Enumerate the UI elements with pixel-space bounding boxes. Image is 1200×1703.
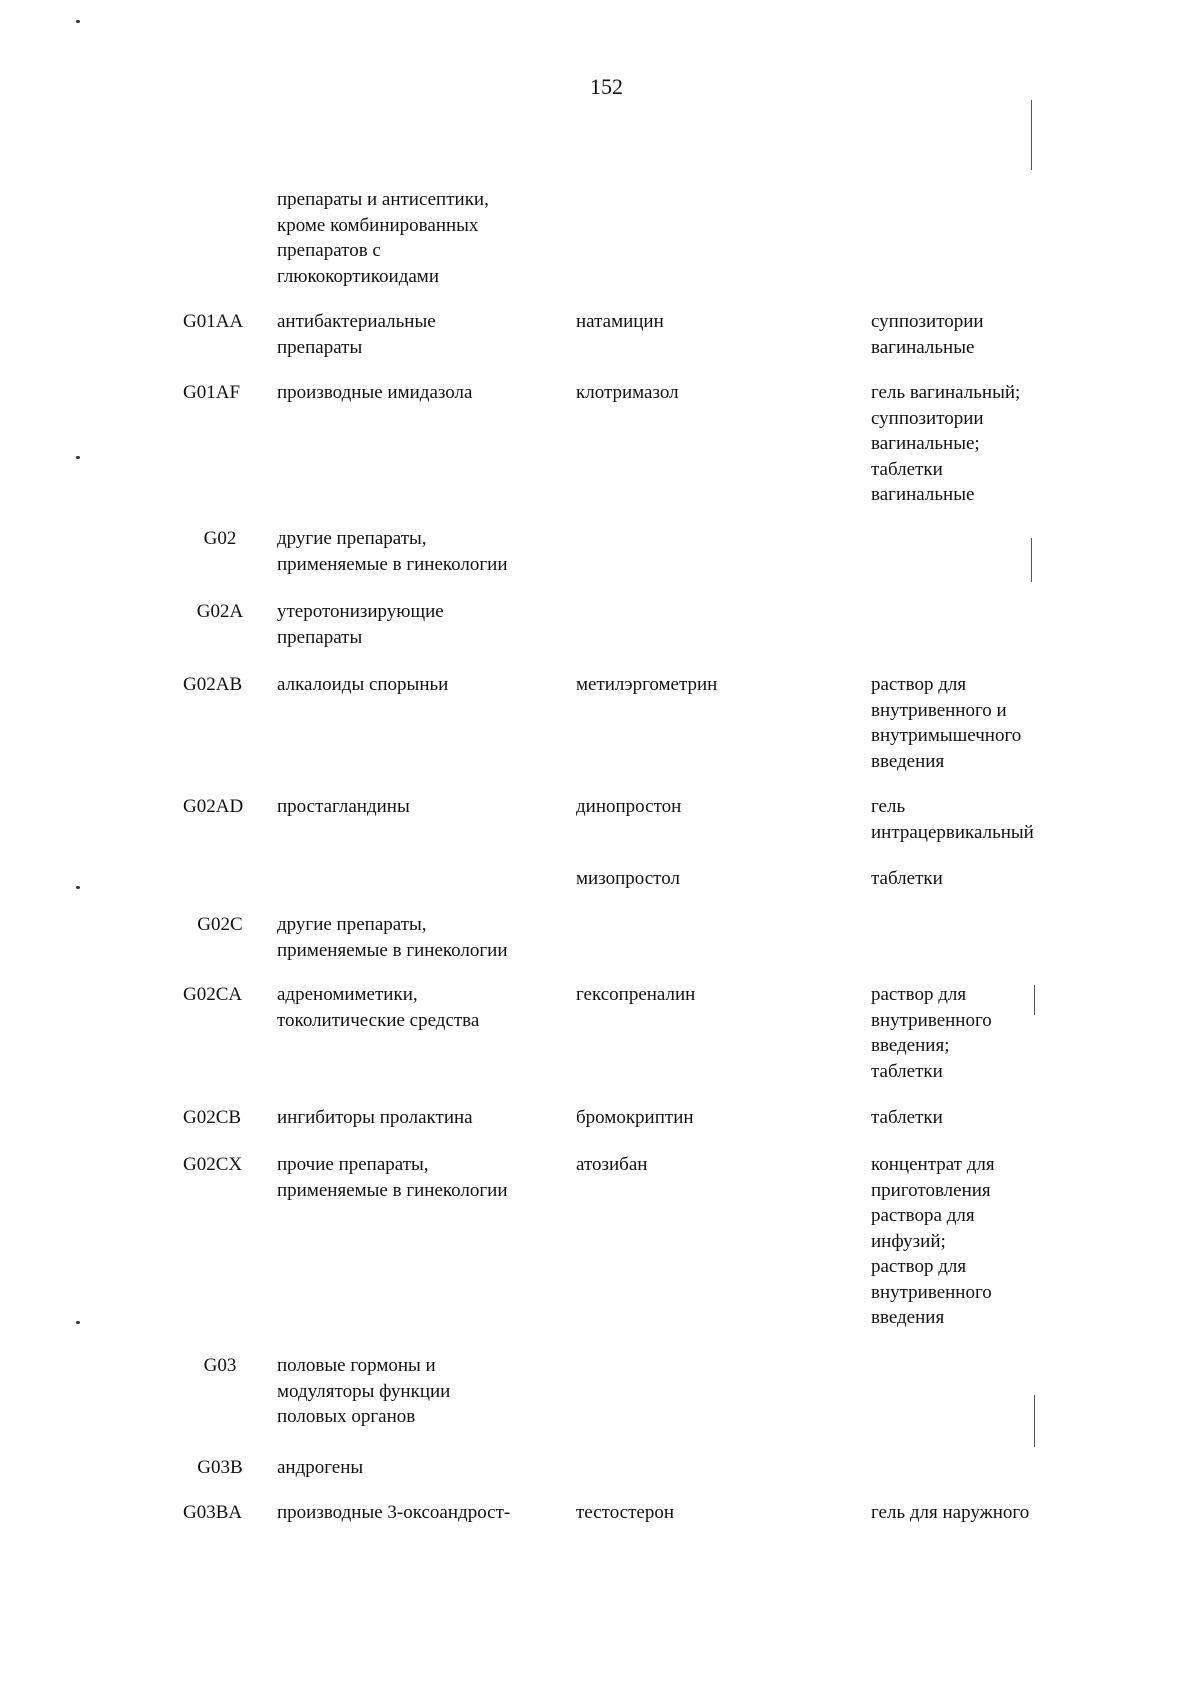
atc-code: G01AF [183,382,241,403]
dosage-form-line: гель вагинальный; [871,382,1021,403]
atc-code: G02AD [183,796,244,817]
drug-name-line: бромокриптин [576,1107,694,1128]
dosage-form-line: таблетки [871,458,943,480]
scan-mark [1034,985,1035,1015]
dosage-form-line: введения [871,1307,945,1328]
atc-code: G02CB [183,1107,242,1128]
dosage-form [871,1105,1171,1131]
group-name [277,912,577,963]
group-name [277,1152,577,1203]
group-name-line: применяемые в гинекологии [277,939,508,961]
dosage-form-line: гель для наружного [871,1502,1030,1523]
group-name [277,1500,577,1526]
dosage-form-line: раствора для [871,1205,975,1226]
group-name [277,1105,577,1131]
dosage-form-line: внутримышечного [871,725,1022,746]
drug-name [576,1500,846,1526]
group-name [277,1353,577,1430]
dosage-form [871,672,1171,774]
drug-name [576,380,846,406]
drug-name-line: атозибан [576,1154,648,1175]
group-name-line: производные 3-оксоандрост- [277,1502,511,1523]
dosage-form-line: раствор для [871,674,967,695]
group-name-line: антибактериальные [277,311,436,332]
scan-speck [76,456,80,459]
group-name [277,794,577,820]
dosage-form-line: внутривенного [871,1281,992,1303]
group-name-line: производные имидазола [277,382,473,403]
atc-code: G03 [203,1355,237,1376]
atc-code: G02CA [183,984,243,1005]
dosage-form-line: раствор для [871,984,967,1005]
group-name-line: простагландины [277,796,410,817]
atc-code: G02C [197,914,243,935]
atc-code: G02AB [183,674,243,695]
scan-mark [1031,538,1032,582]
drug-name-line: мизопростол [576,868,680,889]
dosage-form [871,982,1171,1084]
drug-name [576,794,846,820]
dosage-form-line: суппозитории [871,311,984,332]
group-name [277,187,577,289]
drug-name [576,1152,846,1178]
dosage-form-line: таблетки [871,868,943,889]
dosage-form-line: раствор для [871,1256,967,1277]
group-name-line: утеротонизирующие [277,601,444,622]
drug-name-line: динопростон [576,796,682,817]
dosage-form [871,866,1171,892]
drug-name [576,672,846,698]
drug-name [576,1105,846,1131]
group-name-line: кроме комбинированных [277,214,479,236]
scan-speck [76,20,80,23]
dosage-form-line: введения [871,750,945,772]
group-name-line: токолитические средства [277,1009,480,1031]
group-name-line: андрогены [277,1457,364,1478]
scan-mark [1034,1395,1035,1447]
scan-mark [1031,100,1032,170]
group-name-line: другие препараты, [277,528,427,549]
atc-code: G03B [197,1457,243,1478]
group-name-line: модуляторы функции [277,1380,451,1402]
group-name-line: алкалоиды спорыньи [277,674,449,695]
group-name [277,1455,577,1481]
dosage-form-line: инфузий; [871,1230,946,1252]
dosage-form-line: введения; [871,1035,950,1056]
scan-speck [76,886,80,889]
dosage-form-line: суппозитории [871,407,984,429]
atc-code: G03BA [183,1502,243,1523]
group-name-line: прочие препараты, [277,1154,429,1175]
dosage-form-line: приготовления [871,1179,991,1201]
dosage-form-line: интрацервикальный [871,821,1034,843]
dosage-form-line: таблетки [871,1107,943,1128]
atc-code: G02A [196,601,244,622]
group-name [277,672,577,698]
group-name-line: глюкокортикоидами [277,265,439,287]
group-name-line: половых органов [277,1406,416,1427]
dosage-form-line: концентрат для [871,1154,995,1175]
group-name-line: ингибиторы пролактина [277,1107,473,1128]
group-name-line: половые гормоны и [277,1355,436,1376]
drug-name-line: метилэргометрин [576,674,718,695]
dosage-form-line: вагинальные [871,484,975,505]
drug-name-line: клотримазол [576,382,679,403]
dosage-form [871,1152,1171,1331]
group-name [277,982,577,1033]
page-number: 152 [590,74,623,99]
dosage-form-line: таблетки [871,1060,943,1082]
group-name [277,599,577,650]
group-name-line: применяемые в гинекологии [277,553,508,575]
group-name-line: применяемые в гинекологии [277,1179,508,1201]
dosage-form [871,794,1171,845]
dosage-form-line: внутривенного и [871,699,1007,721]
group-name-line: препараты и антисептики, [277,189,489,210]
group-name-line: препараты [277,626,363,648]
group-name [277,309,577,360]
drug-name-line: тестостерон [576,1502,675,1523]
dosage-form [871,309,1171,360]
group-name-line: препараты [277,336,363,358]
drug-name-line: натамицин [576,311,664,332]
drug-name [576,866,846,892]
drug-name [576,309,846,335]
dosage-form [871,380,1171,508]
group-name [277,380,577,406]
drug-name-line: гексопреналин [576,984,696,1005]
dosage-form-line: внутривенного [871,1009,992,1031]
atc-code: G02 [203,528,237,549]
dosage-form-line: вагинальные; [871,433,980,454]
dosage-form-line: вагинальные [871,336,975,358]
group-name-line: адреномиметики, [277,984,418,1005]
atc-code: G02CX [183,1154,243,1175]
scan-speck [76,1321,80,1324]
drug-name [576,982,846,1008]
group-name-line: другие препараты, [277,914,427,935]
atc-code: G01AA [183,311,244,332]
dosage-form-line: гель [871,796,906,817]
group-name-line: препаратов с [277,240,381,261]
dosage-form [871,1500,1171,1526]
group-name [277,526,577,577]
